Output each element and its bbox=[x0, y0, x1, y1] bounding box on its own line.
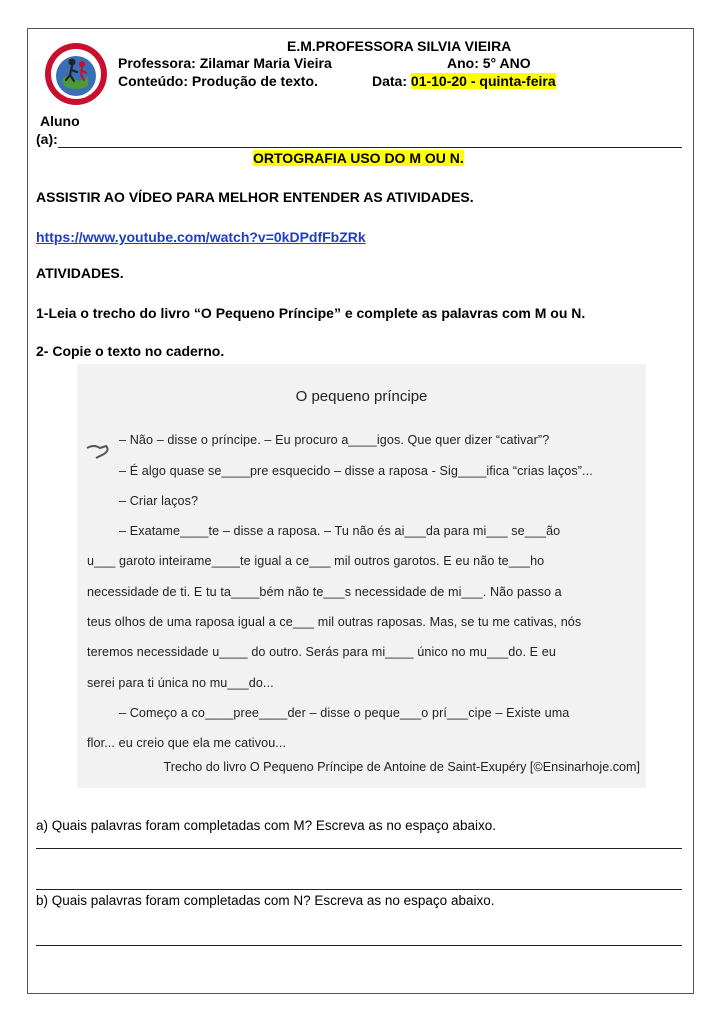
answer-line-a1[interactable] bbox=[36, 848, 682, 849]
excerpt-line: necessidade de ti. E tu ta____bém não te___s necessidade de mi___. Não passo a bbox=[87, 585, 562, 599]
excerpt-line: – Não – disse o príncipe. – Eu procuro a____igos. Que quer dizer “cativar”? bbox=[119, 433, 550, 447]
excerpt-line: – Exatame____te – disse a raposa. – Tu não és ai___da para mi___ se___ão bbox=[119, 524, 561, 538]
content-label: Conteúdo: Produção de texto. bbox=[118, 73, 318, 89]
teacher-name: Professora: Zilamar Maria Vieira bbox=[118, 55, 332, 71]
excerpt-line: – Começo a co____pree____der – disse o peque___o prí___cipe – Existe uma bbox=[119, 706, 570, 720]
student-label-suffix: (a): bbox=[36, 131, 58, 147]
question-a: a) Quais palavras foram completadas com M? Escreva as no espaço abaixo. bbox=[36, 818, 496, 833]
answer-line-a2[interactable] bbox=[36, 889, 682, 890]
instruction-2: 2- Copie o texto no caderno. bbox=[36, 343, 225, 359]
date-line bbox=[372, 73, 556, 89]
instruction-1: 1-Leia o trecho do livro “O Pequeno Príncipe” e complete as palavras com M ou N. bbox=[36, 305, 586, 321]
video-instruction: ASSISTIR AO VÍDEO PARA MELHOR ENTENDER AS ATIVIDADES. bbox=[36, 189, 474, 205]
excerpt-line: flor... eu creio que ela me cativou... bbox=[87, 736, 287, 750]
school-name: E.M.PROFESSORA SILVIA VIEIRA bbox=[287, 38, 512, 54]
excerpt-box bbox=[77, 364, 646, 788]
excerpt-line: teremos necessidade u____ do outro. Serás para mi____ único no mu___do. E eu bbox=[87, 645, 556, 659]
excerpt-line: – É algo quase se____pre esquecido – disse a raposa - Sig____ifica “crias laços”... bbox=[119, 464, 593, 478]
date-label: Data: bbox=[372, 73, 408, 89]
video-link[interactable]: https://www.youtube.com/watch?v=0kDPdfFbZRk bbox=[36, 229, 366, 245]
student-label: Aluno bbox=[40, 113, 80, 129]
question-b: b) Quais palavras foram completadas com N? Escreva as no espaço abaixo. bbox=[36, 893, 495, 908]
answer-line-b1[interactable] bbox=[36, 945, 682, 946]
school-logo bbox=[44, 42, 108, 106]
grade-year: Ano: 5° ANO bbox=[447, 55, 531, 71]
date-value: 01-10-20 - quinta-feira bbox=[410, 73, 556, 89]
excerpt-line: teus olhos de uma raposa igual a ce___ mil outras raposas. Mas, se tu me cativas, nós bbox=[87, 615, 582, 629]
student-name-line[interactable] bbox=[58, 147, 682, 148]
excerpt-title: O pequeno príncipe bbox=[295, 388, 428, 405]
activities-heading: ATIVIDADES. bbox=[36, 265, 124, 281]
excerpt-credit: Trecho do livro O Pequeno Príncipe de Antoine de Saint-Exupéry [©Ensinarhoje.com] bbox=[163, 760, 640, 774]
page-title: ORTOGRAFIA USO DO M OU N. bbox=[253, 150, 464, 166]
excerpt-line: u___ garoto inteirame____te igual a ce___ mil outros garotos. E eu não te___ho bbox=[87, 554, 545, 568]
excerpt-line: – Criar laços? bbox=[119, 494, 199, 508]
excerpt-line: serei para ti única no mu___do... bbox=[87, 676, 274, 690]
scribble-icon bbox=[86, 442, 112, 462]
